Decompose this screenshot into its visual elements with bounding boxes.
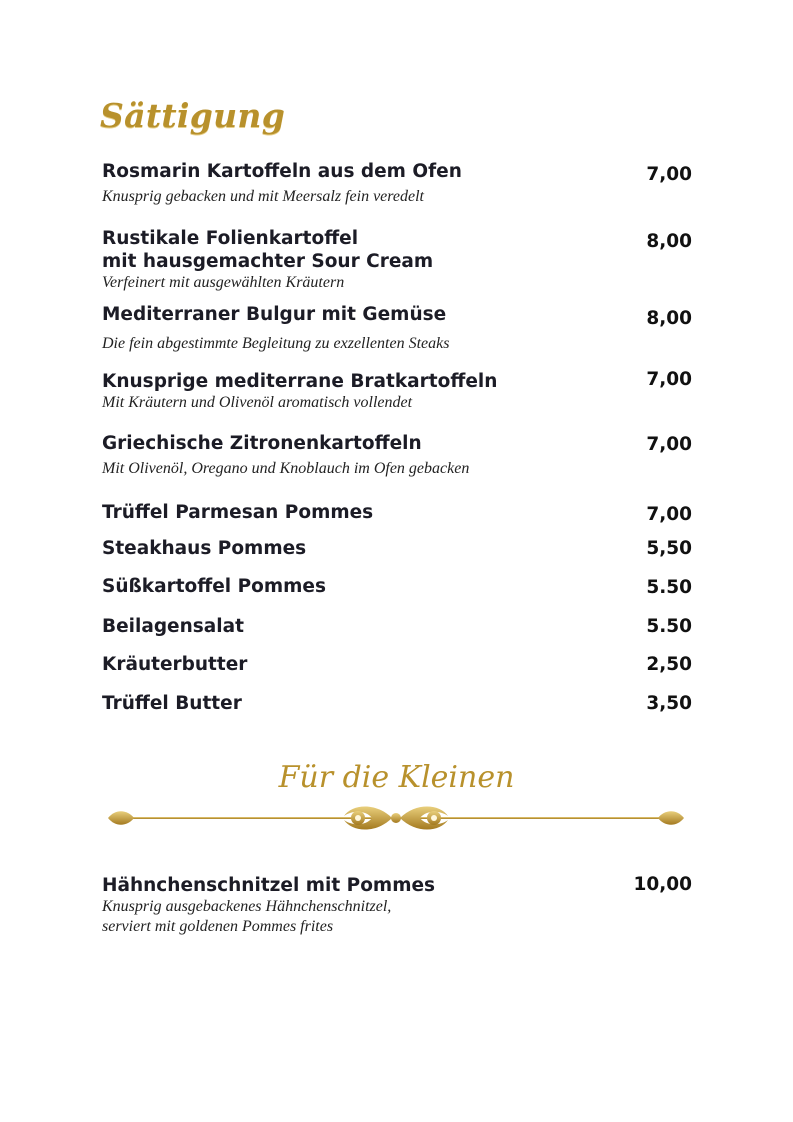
- item-description: Die fein abgestimmte Begleitung zu exzellenten Steaks: [102, 335, 450, 352]
- item-name: Hähnchenschnitzel mit Pommes: [102, 875, 436, 896]
- item-description: Knusprig ausgebackenes Hähnchenschnitzel,: [102, 898, 392, 915]
- item-name: Knusprige mediterrane Bratkartoffeln: [102, 371, 498, 392]
- item-description: Mit Kräutern und Olivenöl aromatisch vollendet: [102, 394, 413, 411]
- item-description: Knusprig gebacken und mit Meersalz fein veredelt: [102, 188, 424, 205]
- item-price: 8,00: [646, 231, 692, 252]
- item-name: Beilagensalat: [102, 616, 244, 637]
- item-price: 7,00: [646, 434, 692, 455]
- item-description: Mit Olivenöl, Oregano und Knoblauch im Ofen gebacken: [102, 460, 470, 477]
- item-name: Süßkartoffel Pommes: [102, 576, 326, 597]
- item-price: 10,00: [633, 874, 692, 895]
- item-price: 8,00: [646, 308, 692, 329]
- item-name: Trüffel Parmesan Pommes: [102, 502, 374, 523]
- item-price: 5.50: [646, 616, 692, 637]
- kids-section-title: Für die Kleinen: [278, 760, 515, 795]
- item-price: 2,50: [646, 654, 692, 675]
- item-price: 5.50: [646, 577, 692, 598]
- section-title: Sättigung: [100, 96, 286, 135]
- item-name: Trüffel Butter: [102, 693, 242, 714]
- item-name: Mediterraner Bulgur mit Gemüse: [102, 304, 447, 325]
- item-price: 7,00: [646, 164, 692, 185]
- item-name-line2: mit hausgemachter Sour Cream: [102, 251, 434, 272]
- item-price: 3,50: [646, 693, 692, 714]
- item-name: Rosmarin Kartoffeln aus dem Ofen: [102, 161, 462, 182]
- item-description-line2: serviert mit goldenen Pommes frites: [102, 918, 334, 935]
- item-price: 7,00: [646, 504, 692, 525]
- item-price: 7,00: [646, 369, 692, 390]
- item-name: Griechische Zitronenkartoffeln: [102, 433, 422, 454]
- ornament-divider-icon: [106, 798, 686, 842]
- item-name: Rustikale Folienkartoffel: [102, 228, 359, 249]
- item-name: Kräuterbutter: [102, 654, 248, 675]
- item-name: Steakhaus Pommes: [102, 538, 307, 559]
- item-price: 5,50: [646, 538, 692, 559]
- item-description: Verfeinert mit ausgewählten Kräutern: [102, 274, 345, 291]
